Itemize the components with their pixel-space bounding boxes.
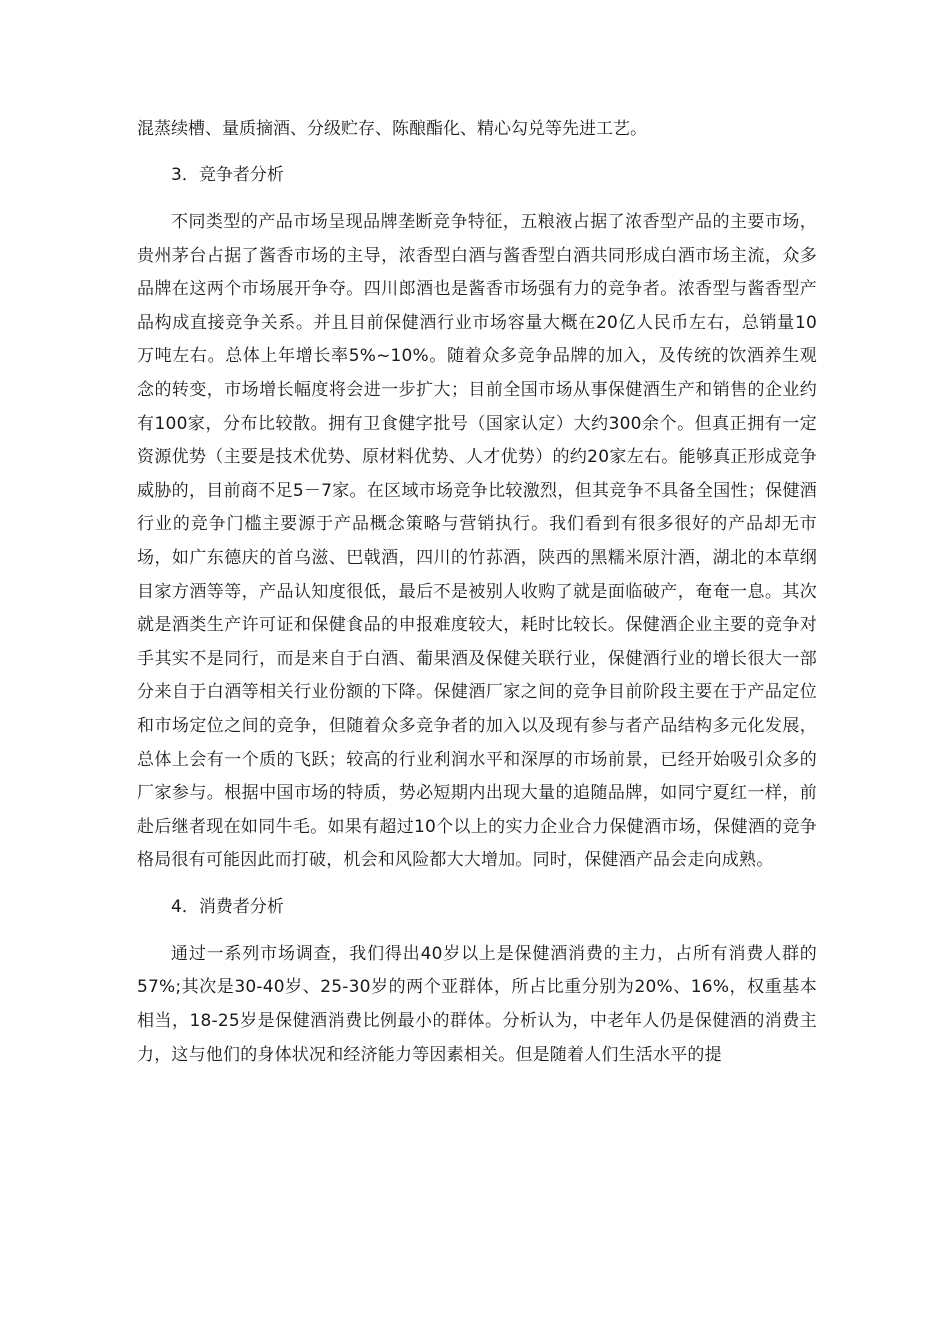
spacer <box>137 878 817 890</box>
section-4-heading: 4．消费者分析 <box>171 896 284 917</box>
spacer <box>137 924 817 938</box>
section-3-heading: 3．竞争者分析 <box>171 165 284 185</box>
document-page <box>137 112 817 1072</box>
intro-line: 混蒸续槽、量质摘酒、分级贮存、陈酿酯化、精心勾兑等先进工艺。 <box>137 119 647 139</box>
spacer <box>137 192 817 206</box>
section-4-paragraph: 通过一系列市场调查，我们得出40岁以上是保健酒消费的主力，占所有消费人群的57%;其次是30-40岁、25-30岁的两个亚群体，所占比重分别为20%、16%，权重基本相当，18-25岁是保健酒消费比例最小的群体。分析认为，中老年人仍是保健酒的消费主力，这与他们的身体状况和经济能力等因素相关。但是随着人们生活水平的提 <box>137 943 817 1065</box>
section-3-paragraph: 不同类型的产品市场呈现品牌垄断竞争特征，五粮液占据了浓香型产品的主要市场，贵州茅台占据了酱香市场的主导，浓香型白酒与酱香型白酒共同形成白酒市场主流，众多品牌在这两个市场展开争夺。四川郎酒也是酱香市场强有力的竞争者。浓香型与酱香型产品构成直接竞争关系。并且目前保健酒行业市场容量大概在20亿人民币左右，总销量10万吨左右。总体上年增长率5%~10%。随着众多竞争品牌的加入，及传统的饮酒养生观念的转变，市场增长幅度将会进一步扩大；目前全国市场从事保健酒生产和销售的企业约有100家，分布比较散。拥有卫食健字批号（国家认定）大约300余个。但真正拥有一定资源优势（主要是技术优势、原材料优势、人才优势）的约20家左右。能够真正形成竞争威胁的，目前商不足5－7家。在区域市场竞争比较激烈，但其竞争不具备全国性；保健酒行业的竞争门槛主要源于产品概念策略与营销执行。我们看到有很多很好的产品却无市场，如广东德庆的首乌滋、巴戟酒，四川的竹荪酒，陕西的黑糯米原汁酒，湖北的本草纲目家方酒等等，产品认知度很低，最后不是被别人收购了就是面临破产，奄奄一息。其次就是酒类生产许可证和保健食品的申报难度较大，耗时比较长。保健酒企业主要的竞争对手其实不是同行，而是来自于白酒、葡果酒及保健关联行业，保健酒行业的增长很大一部分来自于白酒等相关行业份额的下降。保健酒厂家之间的竞争目前阶段主要在于产品定位和市场定位之间的竞争，但随着众多竞争者的加入以及现有参与者产品结构多元化发展，总体上会有一个质的飞跃；较高的行业利润水平和深厚的市场前景，已经开始吸引众多的厂家参与。根据中国市场的特质，势必短期内出现大量的追随品牌，如同宁夏红一样，前赴后继者现在如同牛毛。如果有超过10个以上的实力企业合力保健酒市场，保健酒的竞争格局很有可能因此而打破，机会和风险都大大增加。同时，保健酒产品会走向成熟。 <box>137 212 817 871</box>
spacer <box>137 146 817 158</box>
